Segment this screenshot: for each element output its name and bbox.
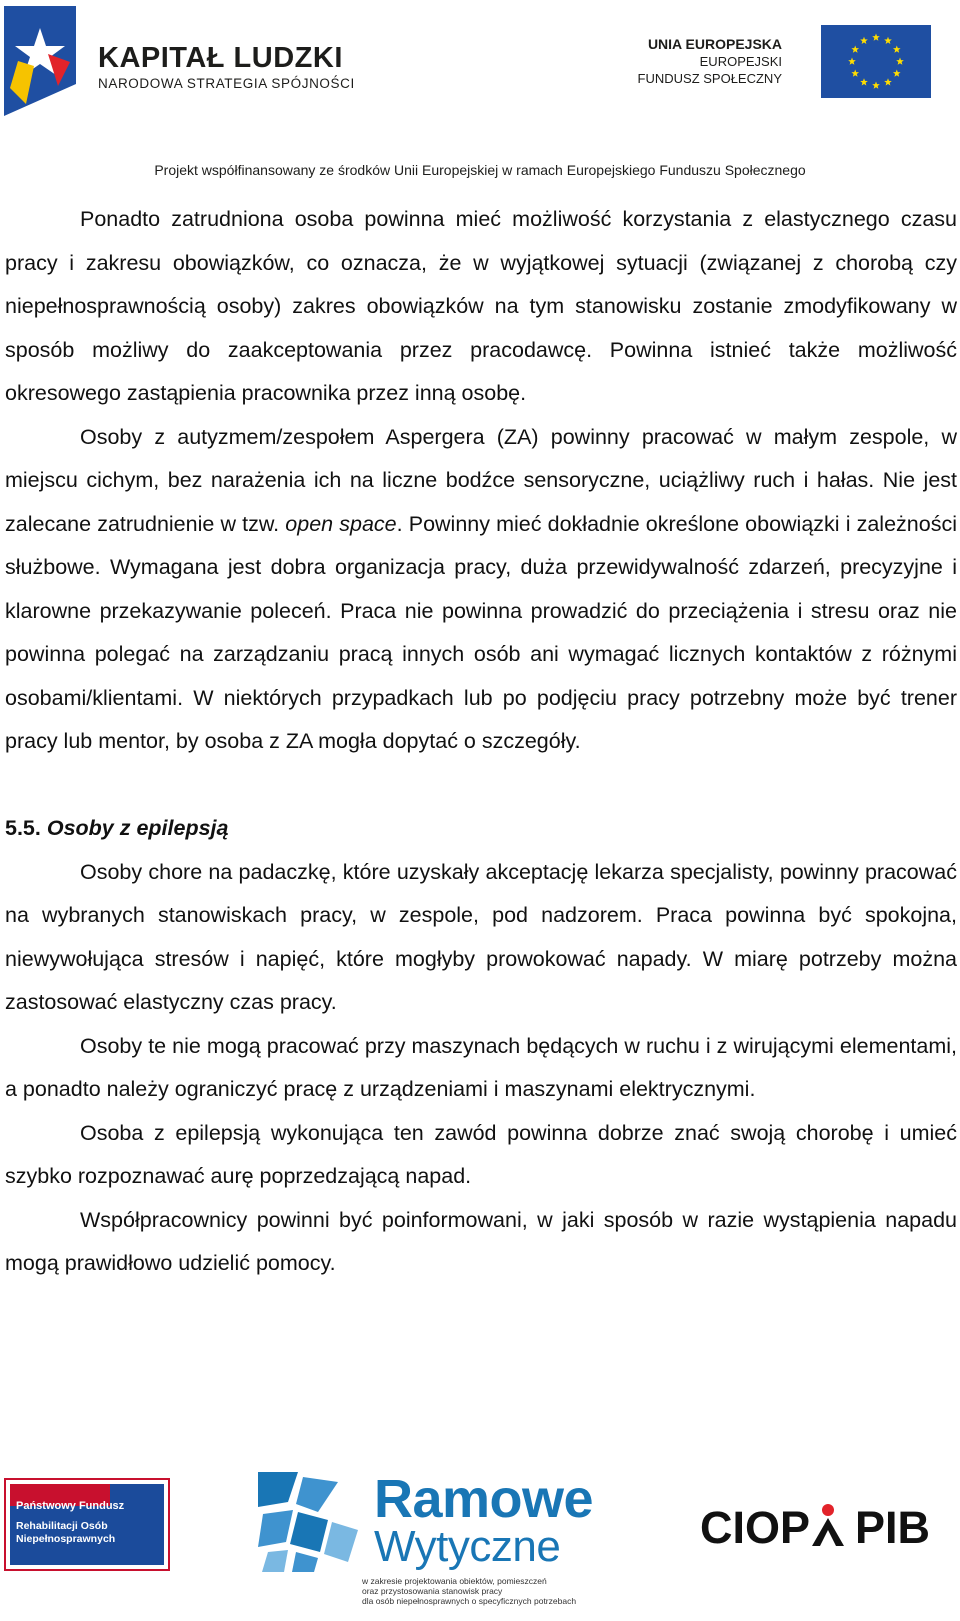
section-number: 5.5. [5, 816, 41, 840]
section-title: Osoby z epilepsją [46, 816, 229, 840]
document-body [5, 198, 957, 1286]
eu-flag-icon [821, 25, 931, 98]
ciop-person-icon [806, 1502, 850, 1550]
pfron-line2: Rehabilitacji Osób [16, 1520, 108, 1532]
ramowe-note-line3: dla osób niepełnosprawnych o specyficznych potrzebach [362, 1596, 577, 1606]
emphasis: open space [285, 511, 397, 536]
ramowe-wytyczne-mosaic-icon [258, 1472, 358, 1572]
eu-label [638, 36, 782, 87]
pfron-line1: Państwowy Fundusz [16, 1500, 125, 1512]
ramowe-title: Ramowe [374, 1469, 594, 1529]
kapital-ludzki-star-logo [4, 6, 76, 116]
ramowe-note-line2: oraz przystosowania stanowisk pracy [362, 1586, 503, 1596]
program-subtitle: NARODOWA STRATEGIA SPÓJNOŚCI [98, 76, 355, 91]
paragraph: Ponadto zatrudniona osoba powinna mieć możliwość korzystania z elastycznego czasu pracy i zakresu obowiązków, co oznacza, że w wyjątkowej sytuacji (związanej z chorobą czy niepełnosprawnością osoby) zakres obowiązków na tym stanowisku zostanie zmodyfikowany w sposób możliwy do zaakceptowania przez pracodawcę. Powinna istnieć także możliwość okresowego zastąpienia pracownika przez inną osobę. [5, 207, 957, 405]
eu-label-line2: EUROPEJSKI [699, 54, 782, 69]
paragraph-text: Osoby z autyzmem/zespołem Aspergera (ZA) powinny pracować w małym zespole, w miejscu cichym, bez narażenia ich na liczne bodźce sensoryczne, uciążliwy ruch i hałas. Nie jest zalecane zatrudnienie w tzw. [5, 424, 957, 536]
pib-label: PIB [855, 1502, 931, 1553]
paragraph [5, 416, 957, 764]
page-header [0, 0, 960, 190]
paragraph: Osoba z epilepsją wykonująca ten zawód powinna dobrze znać swoją chorobę i umieć szybko rozpoznawać aurę poprzedzającą napad. [5, 1120, 957, 1188]
paragraph: Osoby chore na padaczkę, które uzyskały akceptację lekarza specjalisty, powinny pracować na wybranych stanowiskach pracy, w zespole, pod nadzorem. Praca powinna być spokojna, niewywołująca stresów i napięć, które mogłyby prowokować napady. W miarę potrzeby można zastosować elastyczny czas pracy. [5, 859, 957, 1014]
program-title: KAPITAŁ LUDZKI [98, 42, 343, 74]
pfron-line3: Niepełnosprawnych [16, 1533, 116, 1545]
eu-label-line1: UNIA EUROPEJSKA [647, 36, 782, 52]
paragraph: Współpracownicy powinni być poinformowani, w jaki sposób w razie wystąpienia napadu mogą prawidłowo udzielić pomocy. [5, 1207, 957, 1275]
ramowe-note-line1: w zakresie projektowania obiektów, pomieszczeń [362, 1576, 547, 1586]
section-heading [5, 807, 957, 851]
wytyczne-title: Wytyczne [374, 1522, 561, 1571]
eu-label-line3: FUNDUSZ SPOŁECZNY [637, 71, 782, 86]
paragraph-text: . Powinny mieć dokładnie określone obowiązki i zależności służbowe. Wymagana jest dobra organizacja pracy, duża przewidywalność zdarzeń, precyzyjne i klarowne przekazywanie poleceń. Praca nie powinna prowadzić do przeciążenia i stresu oraz nie powinna polegać na zarządzaniu pracą innych osób ani wymagać licznych kontaktów z różnymi osobami/klientami. W niektórych przypadkach lub po podjęciu pracy potrzebny może być trener pracy lub mentor, by osoba z ZA mogła dopytać o szczegóły. [5, 511, 957, 753]
cofinancing-note: Projekt współfinansowany ze środków Unii Europejskiej w ramach Europejskiego Funduszu Społecznego [154, 162, 806, 178]
ciop-label: CIOP [700, 1502, 811, 1553]
ramowe-note [362, 1576, 576, 1606]
paragraph: Osoby te nie mogą pracować przy maszynach będących w ruchu i z wirującymi elementami, a ponadto należy ograniczyć pracę z urządzeniami i maszynami elektrycznymi. [5, 1033, 957, 1101]
pfron-logo [4, 1478, 170, 1571]
